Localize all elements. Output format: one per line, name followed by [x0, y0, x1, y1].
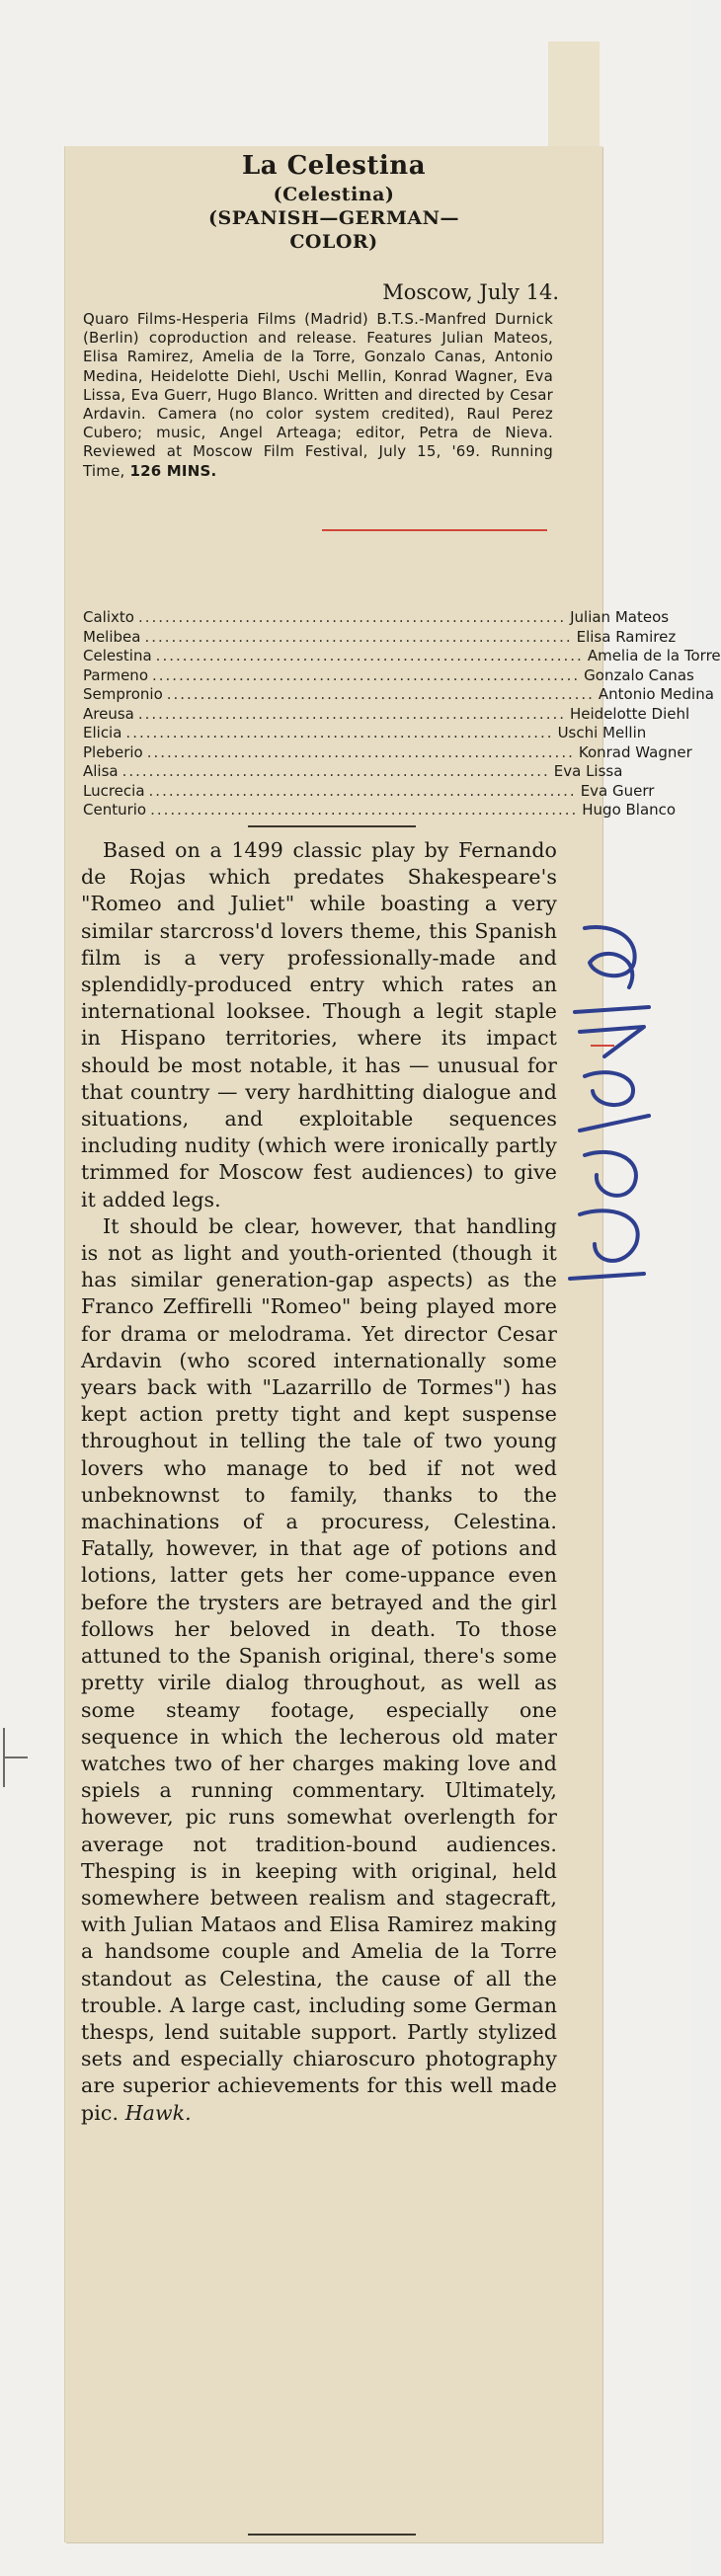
cast-actor: Hugo Blanco: [582, 801, 677, 819]
cast-actor: Julian Mateos: [570, 608, 670, 626]
headline-block: [65, 149, 602, 254]
pen-margin-mark: [0, 1723, 34, 1792]
red-edge-tick: [591, 1042, 614, 1050]
cast-row: [83, 801, 677, 820]
cast-leader-dots: ................................................................: [152, 665, 581, 684]
cast-role: Sempronio: [83, 685, 163, 703]
cast-role: Celestina: [83, 647, 152, 664]
cast-leader-dots: ................................................................: [121, 762, 550, 780]
cast-leader-dots: ................................................................: [150, 801, 579, 819]
cast-leader-dots: ................................................................: [146, 742, 575, 761]
cast-role: Lucrecia: [83, 781, 145, 800]
dateline: Moscow, July 14.: [382, 280, 559, 304]
cast-leader-dots: ................................................................: [137, 608, 567, 626]
clipping-tab: [548, 41, 600, 152]
review-paragraph: [81, 1213, 557, 2127]
cast-actor: Eva Lissa: [553, 762, 623, 780]
cast-leader-dots: ................................................................: [166, 685, 595, 703]
origin-line: (SPANISH—GERMAN—: [208, 207, 459, 229]
format-line: COLOR): [289, 231, 378, 253]
cast-role: Centurio: [83, 801, 147, 819]
cast-role: Areusa: [83, 704, 134, 723]
cast-row: [83, 608, 670, 628]
review-body: [81, 837, 557, 2127]
cast-leader-dots: ................................................................: [144, 627, 573, 646]
original-title: (Celestina): [273, 184, 395, 205]
end-divider: [248, 2534, 416, 2536]
cast-leader-dots: ................................................................: [148, 781, 577, 800]
cast-actor: Uschi Mellin: [557, 724, 647, 742]
cast-leader-dots: ................................................................: [155, 647, 584, 664]
cast-role: Parmeno: [83, 665, 148, 684]
cast-row: [83, 762, 623, 782]
cast-role: Elicia: [83, 724, 122, 742]
cast-row: [83, 742, 692, 763]
cast-actor: Gonzalo Canas: [584, 665, 694, 684]
cast-row: [83, 647, 721, 666]
cast-row: [83, 685, 714, 705]
running-time: 126 MINS.: [129, 461, 217, 480]
cast-role: Calixto: [83, 608, 134, 626]
film-title: La Celestina: [241, 151, 427, 181]
cast-role: Alisa: [83, 762, 119, 780]
review-paragraph-text: Based on a 1499 classic play by Fernando de Rojas which predates Shakespeare's "Romeo and Juliet" while boasting a very similar starcross'd lovers theme, this Spanish film is a very professionally-made and splendidly-produced entry which rates an international looksee. Though a legit staple in Hispano territories, where its impact should be most notable, it has — unusual for that country — very hardhitting dialogue and situations, and exploitable sequences including nudity (which were ironically partly trimmed for Moscow fest audiences) to give it added legs.: [81, 838, 557, 1211]
cast-row: [83, 724, 647, 743]
cast-row: [83, 665, 694, 686]
cast-actor: Antonio Medina: [598, 685, 714, 703]
review-paragraph-text: It should be clear, however, that handling is not as light and youth-oriented (though it has similar generation-gap aspects) as the Franco Zeffirelli "Romeo" being played more for drama or melodrama. Yet director Cesar Ardavin (who scored internationally some years back with "Lazarrillo de Tormes") has kept action pretty tight and kept suspense throughout in telling the tale of two young lovers who manage to bed if not wed unbeknownst to family, thanks to the machinations of a procuress, Celestina. Fatally, however, in that age of potions and lotions, latter gets her come-uppance even before the trysters are betrayed and the girl follows her beloved in death. To those attuned to the Spanish original, there's some pretty virile dialog throughout, as well as some steamy footage, especially one sequence in which the lecherous old mater watches two of her charges making love and spiels a running commentary. Ultimately, however, pic runs somewhat overlength for average not tradition-bound audiences. Thesping is in keeping with original, held somewhere between realism and stagecraft, with Julian Mataos and Elisa Ramirez making a handsome couple and Amelia de la Torre standout as Celestina, the cause of all the trouble. A large cast, including some German thesps, lend suitable support. Partly stylized sets and especially chiaroscuro photography are superior achievements for this well made pic.: [81, 1213, 557, 2125]
cast-actor: Heidelotte Diehl: [570, 704, 690, 723]
red-underline-mark: [322, 529, 547, 531]
review-paragraph: [81, 837, 557, 1213]
credits-paragraph: [83, 310, 553, 481]
cast-list: [83, 608, 721, 820]
newspaper-clipping: [65, 146, 721, 2542]
reviewer-signature: Hawk.: [124, 2100, 192, 2125]
cast-actor: Elisa Ramirez: [576, 627, 677, 646]
cast-leader-dots: ................................................................: [125, 724, 554, 742]
cast-actor: Amelia de la Torre: [587, 647, 721, 664]
section-divider: [248, 825, 416, 827]
cast-row: [83, 781, 655, 802]
cast-actor: Eva Guerr: [580, 781, 655, 800]
handwritten-date: [555, 918, 664, 1293]
cast-leader-dots: ................................................................: [137, 704, 566, 723]
cast-row: [83, 627, 677, 648]
cast-row: [83, 704, 690, 725]
credits-text: Quaro Films-Hesperia Films (Madrid) B.T.S.-Manfred Durnick (Berlin) coproduction and release. Features Julian Mateos, Elisa Ramirez, Amelia de la Torre, Gonzalo Canas, Antonio Medina, Heidelotte Diehl, Uschi Mellin, Konrad Wagner, Eva Lissa, Eva Guerr, Hugo Blanco. Written and directed by Cesar Ardavin. Camera (no color system credited), Raul Perez Cubero; music, Angel Arteaga; editor, Petra de Nieva. Reviewed at Moscow Film Festival, July 15, '69. Running Time,: [83, 310, 553, 480]
cast-actor: Konrad Wagner: [578, 742, 692, 761]
cast-role: Pleberio: [83, 742, 143, 761]
cast-role: Melibea: [83, 627, 141, 646]
